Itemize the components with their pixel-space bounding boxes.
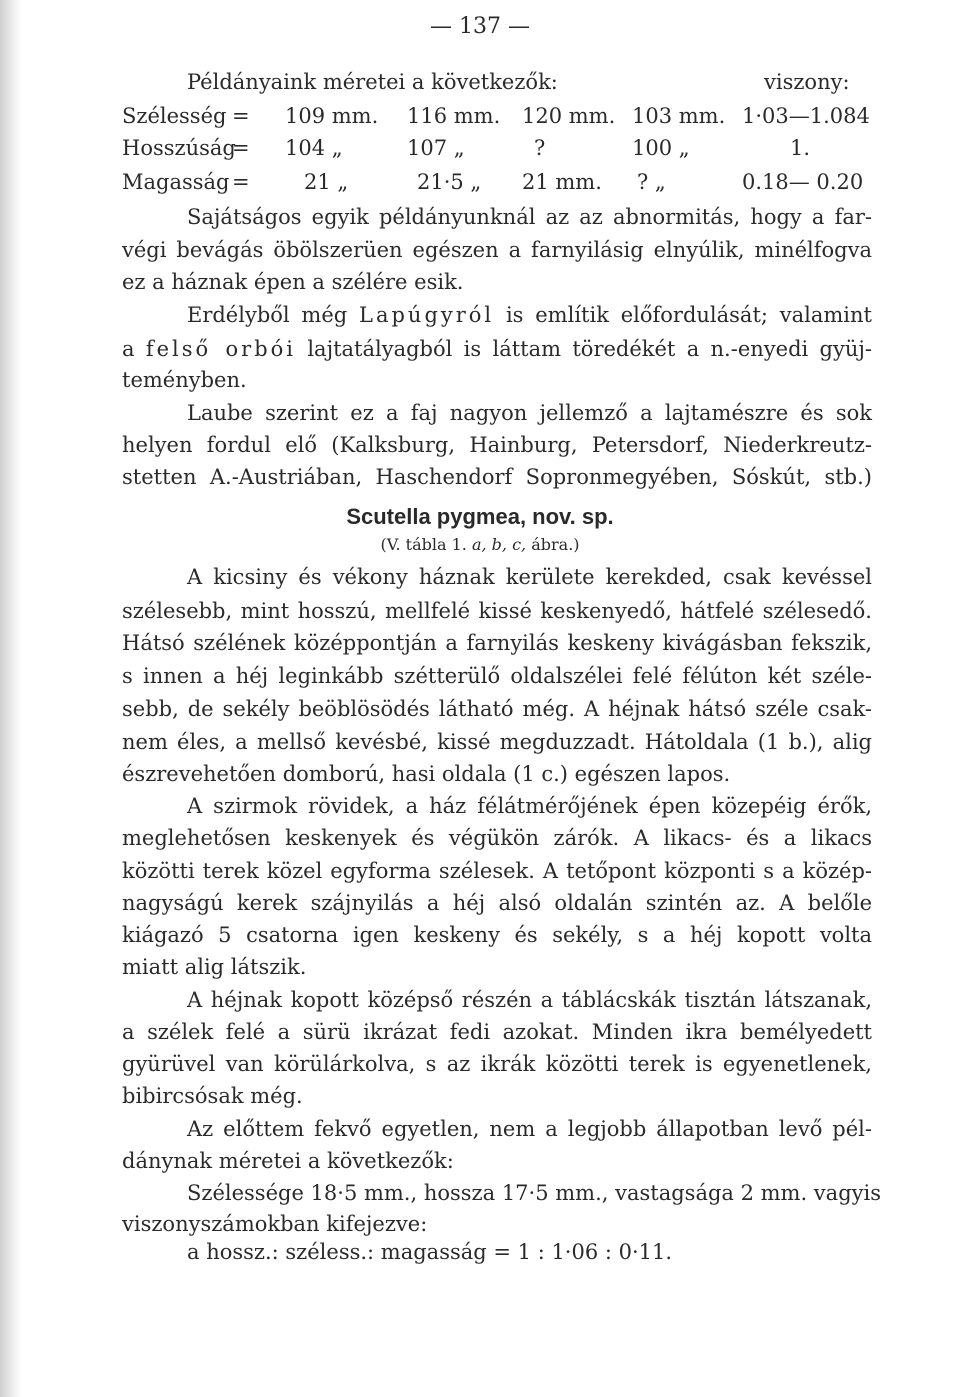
- para5-line-4: nagyságú kerek szájnyilás a héj alsó oldalán szintén az. A belőle: [122, 891, 872, 915]
- para4-line-7: észrevehetően domború, hasi oldala (1 c.) egészen lapos.: [122, 762, 731, 786]
- para5-line-6: miatt alig látszik.: [122, 955, 307, 979]
- para6-line-4: bibircsósak még.: [122, 1084, 303, 1108]
- para6-line-1: A héjnak kopott középső részén a táblácskák tisztán látszanak,: [187, 988, 872, 1012]
- plate-reference: [0, 533, 960, 557]
- row-eq: =: [232, 104, 250, 128]
- para3-line-2: helyen fordul elő (Kalksburg, Hainburg, Petersdorf, Niederkreutz-: [122, 433, 872, 457]
- para2-text-a2: a: [122, 337, 135, 361]
- row-value-1: 109 mm.: [285, 104, 379, 128]
- measurement-row-height: [122, 167, 872, 197]
- para4-line-4: s innen a héj leginkább szétterülő oldalszélei felé félúton két széle-: [122, 664, 872, 688]
- para1-line-2: végi bevágás öbölszerüen egészen a farnyilásig elnyúlik, minélfogva: [122, 238, 872, 262]
- row-value-2: 21·5 „: [417, 170, 482, 194]
- plate-ref-a: (V. tábla 1.: [380, 535, 467, 554]
- page-number: — 137 —: [430, 14, 530, 39]
- measurement-row-length: [122, 133, 872, 163]
- row-ratio: 1·03—1.084: [742, 104, 870, 128]
- row-label: Magasság: [122, 170, 230, 194]
- para1-line-3: ez a háznak épen a szélére esik.: [122, 270, 464, 294]
- row-ratio: 0.18— 0.20: [742, 170, 864, 194]
- row-value-1: 21 „: [304, 170, 349, 194]
- para1-line-1: Sajátságos egyik példányunknál az az abnormitás, hogy a far-: [187, 205, 872, 229]
- para5-line-2: meglehetősen keskenyek és végükön zárók. A likacs- és a likacs: [122, 826, 872, 850]
- para4-line-5: sebb, de sekély beöblösödés látható még. A héjnak hátsó széle csak-: [122, 697, 872, 721]
- row-value-4: ? „: [637, 170, 666, 194]
- para2-line-2: [122, 334, 872, 364]
- measurement-row-width: [122, 101, 872, 131]
- species-heading: Scutella pygmea, nov. sp.: [346, 504, 614, 529]
- ratio-formula: a hossz.: széless.: magasság = 1 : 1·06 : 0·11.: [187, 1240, 673, 1264]
- row-label: Hosszúság: [122, 136, 236, 160]
- para3-line-1: Laube szerint ez a faj nagyon jellemző a lajtamészre és sok: [187, 401, 872, 425]
- para6-line-3: gyürüvel van körülárkolva, s az ikrák közötti terek is egyenetlenek,: [122, 1052, 872, 1076]
- row-value-3: 21 mm.: [522, 170, 602, 194]
- row-value-1: 104 „: [285, 136, 343, 160]
- para4-line-3: Hátsó szélének középpontján a farnyilás keskeny kivágásban fekszik,: [122, 631, 872, 655]
- plate-ref-c: ábra.): [531, 535, 580, 554]
- plate-ref-figs: a, b, c,: [471, 535, 527, 554]
- para2-text-a: Erdélyből még: [187, 303, 348, 327]
- row-eq: =: [232, 170, 250, 194]
- para5-line-5: kiágazó 5 csatorna igen keskeny és sekély, s a héj kopott volta: [122, 923, 872, 947]
- para5-line-1: A szirmok rövidek, a ház félátmérőjének épen közepéig érők,: [187, 794, 872, 818]
- para7-line-2: dánynak méretei a következők:: [122, 1149, 454, 1173]
- para3-line-3: stetten A.-Austriában, Haschendorf Sopronmegyében, Sóskút, stb.): [122, 465, 872, 489]
- para2-line-1: [187, 300, 872, 330]
- row-ratio: 1.: [790, 136, 811, 160]
- para2-text-b: is említik előfordulását; valamint: [505, 303, 872, 327]
- para6-line-2: a szélek felé a sürü ikrázat fedi azokat. Minden ikra bemélyedett: [122, 1020, 872, 1044]
- para7-line-4: viszonyszámokban kifejezve:: [122, 1212, 428, 1236]
- row-value-3: 120 mm.: [522, 104, 616, 128]
- ratio-label: viszony:: [764, 70, 850, 94]
- para4-line-2: szélesebb, mint hosszú, mellfelé kissé keskenyedő, hátfelé szélesedő.: [122, 599, 872, 623]
- para2-text-b2: lajtatályagból is láttam töredékét a n.-enyedi gyüj-: [307, 337, 872, 361]
- place-name-felso-orbo: felső orbói: [145, 337, 297, 361]
- para2-line-3: teményben.: [122, 368, 247, 392]
- measurements-header: [122, 67, 872, 97]
- row-value-4: 100 „: [632, 136, 690, 160]
- para7-line-3: Szélessége 18·5 mm., hossza 17·5 mm., vastagsága 2 mm. vagyis: [187, 1181, 881, 1205]
- row-value-3: ?: [534, 136, 546, 160]
- para5-line-3: közötti terek közel egyforma szélesek. A tetőpont központi s a közép-: [122, 859, 872, 883]
- row-eq: =: [232, 136, 250, 160]
- row-value-4: 103 mm.: [632, 104, 726, 128]
- para7-line-1: Az előttem fekvő egyetlen, nem a legjobb állapotban levő pél-: [187, 1117, 872, 1141]
- row-value-2: 107 „: [407, 136, 465, 160]
- para4-line-6: nem éles, a mellső kevésbé, kissé megduzzadt. Hátoldala (1 b.), alig: [122, 730, 872, 754]
- para4-line-1: A kicsiny és vékony háznak kerülete kerekded, csak kevéssel: [187, 565, 872, 589]
- row-value-2: 116 mm.: [407, 104, 501, 128]
- measurements-intro: Példányaink méretei a következők:: [187, 70, 558, 94]
- place-name-lapugy: Lapúgyról: [359, 303, 495, 327]
- row-label: Szélesség: [122, 104, 227, 128]
